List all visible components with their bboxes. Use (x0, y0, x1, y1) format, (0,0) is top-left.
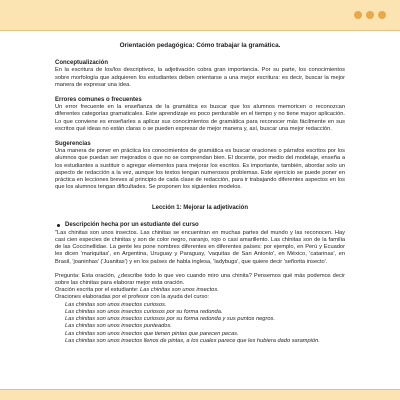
section-heading-errores: Errores comunes o frecuentes (55, 97, 142, 104)
bullet-heading: Descripción hecha por un estudiante del curso (55, 222, 345, 229)
oracion-text: Las chinitas son unos insectos. (140, 287, 219, 294)
question-text: Pregunta: Esta oración, ¿describe todo lo que veo cuando miro una chinita? Pensemos qué más podemos decir sobre las chinitas para elaborar mejor esta oración. (55, 272, 345, 287)
oracion-line (55, 287, 345, 294)
example-sentence: Las chinitas son unos insectos curiosos. (65, 301, 167, 308)
oracion-label: Oración escrita por el estudiante: (55, 287, 141, 294)
elaboradas-label: Oraciones elaboradas por el profesor con la ayuda del curso: (55, 294, 209, 301)
lesson-title: Lección 1: Mejorar la adjetivación (151, 205, 249, 212)
dot-icon (378, 11, 386, 19)
document-content (55, 40, 345, 345)
student-text: "Las chinitas son unos insectos. Las chinitas se encuentran en muchas partes del mundo y las reconocen. Hay casi cien especies de chinitas y son de color negro, naranjo, rojo o casi amarillento. Las chinitas son de la familia de las Coccinellidae. La gente les pone nombres diferentes en diferentes países: por ejemplo, en Perú y Ecuador les dicen 'mariquitas', en Argentina, Uruguay y Paraguay, 'vaquitas de San Antonio', en México, 'catarinas', en Brasil, 'joaninhas' ('Juanitas') y en los países de habla inglesa, 'ladybugs', que quiere decir 'señorita insecto'. (55, 229, 345, 265)
example-sentence: Las chinitas son unos insectos que tienen pintas que parecen pecas. (65, 330, 239, 337)
section-text-sugerencias: Una manera de poner en práctica los conocimientos de gramática es buscar oraciones o párrafos escritos por los alumnos que puedan ser mejorados o que no se comprendan bien. El docente, por medio del modelaje, enseña a los estudiantes a sustituir o agregar elementos para mejorar los escritos. Es importante, también, abordar solo un aspecto de redacción a la vez, aunque los textos tengan numerosos problemas. Este ejercicio se puede poner en práctica en lecciones breves al principio de cada clase de redacción, para ir trabajando diferentes aspectos en los que los alumnos tengan dificultades. Se proponen los siguientes modelos. (55, 148, 345, 191)
dot-icon (354, 11, 362, 19)
section-heading-sugerencias: Sugerencias (55, 141, 91, 148)
dot-icon (366, 11, 374, 19)
section-heading-conceptualizacion: Conceptualización (55, 60, 109, 67)
document-title: Orientación pedagógica: Cómo trabajar la gramática. (119, 42, 281, 49)
header-band (0, 0, 400, 31)
section-text-errores: Un error frecuente en la enseñanza de la gramática es buscar que los alumnos memoricen o reconozcan diferentes categorías gramaticales. Este aprendizaje es poco perdurable en el tiempo y no tiene mayor aplicación. Lo que conviene es enseñarles a aplicar sus conocimientos de gramática para reconocer más fácilmente en sus escritos qué ideas no están claras o se pueden expresar de mejor manera y, así, buscar una mejor redacción. (55, 104, 345, 132)
decorative-dots (350, 6, 386, 24)
example-sentence: Las chinitas son unos insectos punteados. (65, 323, 172, 330)
example-sentence: Las chinitas son unos insectos curiosos por su forma redonda y sus puntos negros. (65, 316, 275, 323)
example-sentence: Las chinitas son unos insectos curiosos por su forma redonda. (65, 308, 223, 315)
section-text-conceptualizacion: En la escritura de los/los descriptivos, la adjetivación cobra gran importancia. Por su parte, los conocimientos sobre morfología que adquieren los estudiantes deben orientarse a una mejor escritura: es decir, buscar la mejor manera de expresar una idea. (55, 67, 345, 88)
example-sentence: Las chinitas son unos insectos llenos de pintas, a los cuales parece que les hubiera dado sarampión. (65, 337, 320, 344)
footer-band (0, 389, 400, 400)
